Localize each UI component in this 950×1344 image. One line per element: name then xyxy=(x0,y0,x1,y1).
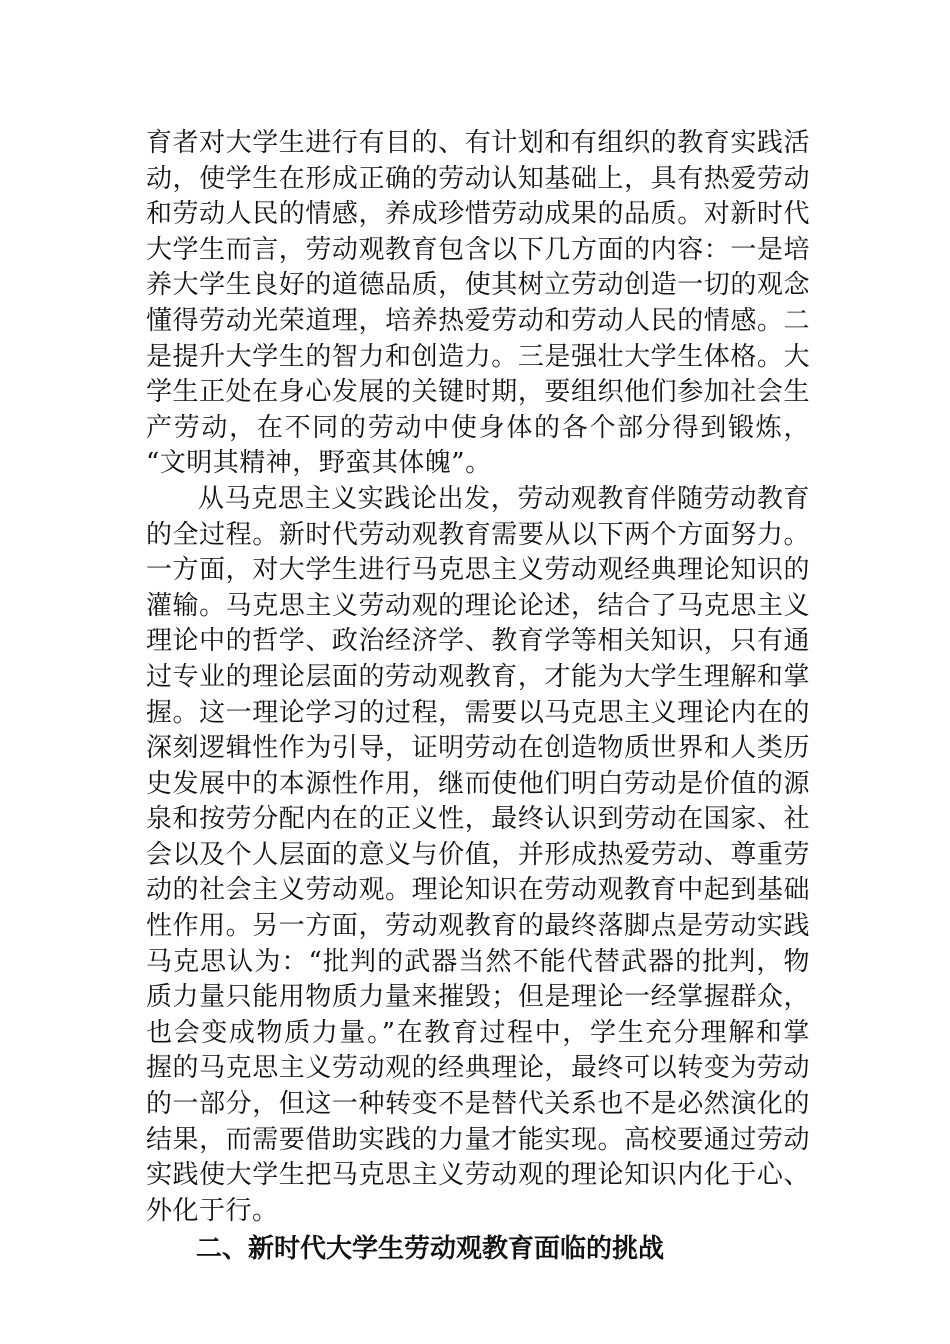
text-line: 的全过程。新时代劳动观教育需要从以下两个方面努力。 xyxy=(146,519,810,550)
text-line: 泉和按劳分配内在的正义性，最终认识到劳动在国家、社 xyxy=(146,804,810,835)
text-line: 大学生而言，劳动观教育包含以下几方面的内容：一是培 xyxy=(146,234,810,265)
text-line: 理论中的哲学、政治经济学、教育学等相关知识，只有通 xyxy=(146,626,810,657)
text-line: 学生正处在身心发展的关键时期，要组织他们参加社会生 xyxy=(146,377,810,408)
text-line: 握的马克思主义劳动观的经典理论，最终可以转变为劳动 xyxy=(146,1053,810,1084)
text-line: 的一部分，但这一种转变不是替代关系也不是必然演化的 xyxy=(146,1089,810,1120)
text-line: 是提升大学生的智力和创造力。三是强壮大学生体格。大 xyxy=(146,341,810,372)
text-line: 质力量只能用物质力量来摧毁；但是理论一经掌握群众， xyxy=(146,982,810,1013)
text-line: 从马克思主义实践论出发，劳动观教育伴随劳动教育 xyxy=(198,483,810,514)
text-line: 握。这一理论学习的过程，需要以马克思主义理论内在的 xyxy=(146,697,810,728)
text-line: 灌输。马克思主义劳动观的理论论述，结合了马克思主义 xyxy=(146,590,810,621)
paragraph-2 xyxy=(146,482,810,1229)
text-line: 也会变成物质力量。”在教育过程中，学生充分理解和掌 xyxy=(146,1017,810,1048)
text-line: 懂得劳动光荣道理，培养热爱劳动和劳动人民的情感。二 xyxy=(146,305,810,336)
text-line: 结果，而需要借助实践的力量才能实现。高校要通过劳动 xyxy=(146,1124,810,1155)
text-line: 和劳动人民的情感，养成珍惜劳动成果的品质。对新时代 xyxy=(146,199,810,230)
text-line: 动的社会主义劳动观。理论知识在劳动观教育中起到基础 xyxy=(146,875,810,906)
section-heading: 二、新时代大学生劳动观教育面临的挑战 xyxy=(196,1234,665,1265)
text-line: 马克思认为：“批判的武器当然不能代替武器的批判，物 xyxy=(146,946,810,977)
text-line: 动，使学生在形成正确的劳动认知基础上，具有热爱劳动 xyxy=(146,163,810,194)
text-line: 会以及个人层面的意义与价值，并形成热爱劳动、尊重劳 xyxy=(146,839,810,870)
text-line: 一方面，对大学生进行马克思主义劳动观经典理论知识的 xyxy=(146,555,810,586)
body-text xyxy=(146,126,810,1269)
text-line: 外化于行。 xyxy=(146,1195,279,1226)
text-line: 实践使大学生把马克思主义劳动观的理论知识内化于心、 xyxy=(146,1160,810,1191)
text-line: 性作用。另一方面，劳动观教育的最终落脚点是劳动实践 xyxy=(146,911,810,942)
text-line: 育者对大学生进行有目的、有计划和有组织的教育实践活 xyxy=(146,128,810,158)
text-line: “文明其精神，野蛮其体魄”。 xyxy=(146,448,492,479)
paragraph-1 xyxy=(146,126,810,482)
text-line: 深刻逻辑性作为引导，证明劳动在创造物质世界和人类历 xyxy=(146,733,810,764)
text-line: 产劳动，在不同的劳动中使身体的各个部分得到锻炼， xyxy=(146,412,810,443)
text-line: 过专业的理论层面的劳动观教育，才能为大学生理解和掌 xyxy=(146,661,810,692)
text-line: 养大学生良好的道德品质，使其树立劳动创造一切的观念 xyxy=(146,270,810,301)
text-line: 史发展中的本源性作用，继而使他们明白劳动是价值的源 xyxy=(146,768,810,799)
